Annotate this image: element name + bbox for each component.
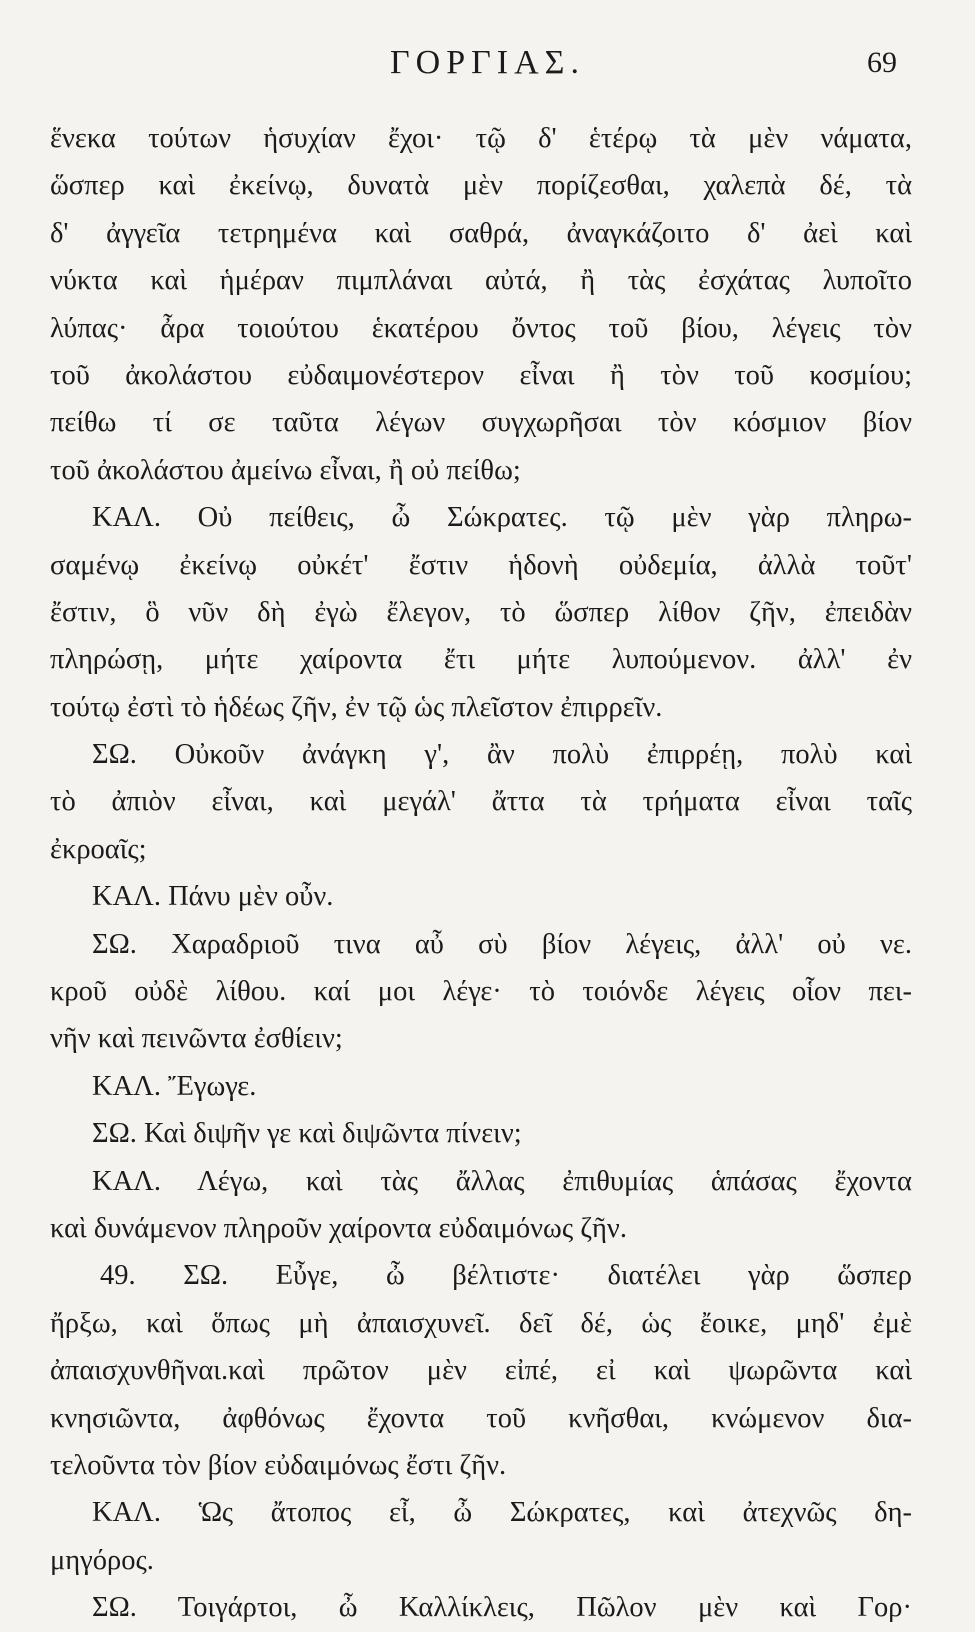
page-header xyxy=(0,44,975,94)
text-line: μηγόρος. xyxy=(50,1544,154,1576)
text-line: κνησιῶντα, ἀφθόνως ἔχοντα τοῦ κνῆσθαι, κνώμενον δια- xyxy=(50,1402,912,1434)
text-line: ΚΑΛ. Οὐ πείθεις, ὦ Σώκρατες. τῷ μὲν γὰρ πληρω- xyxy=(92,502,912,534)
text-line: ΣΩ. Τοιγάρτοι, ὦ Καλλίκλεις, Πῶλον μὲν καὶ Γορ· xyxy=(92,1592,912,1624)
text-line: ἐκροαῖς; xyxy=(50,833,147,865)
text-line: ἕνεκα τούτων ἡσυχίαν ἔχοι· τῷ δ' ἑτέρῳ τὰ μὲν νάματα, xyxy=(50,123,912,154)
text-line: τὸ ἀπιὸν εἶναι, καὶ μεγάλ' ἄττα τὰ τρήματα εἶναι ταῖς xyxy=(50,786,912,818)
text-line: 49. ΣΩ. Εὖγε, ὦ βέλτιστε· διατέλει γὰρ ὥσπερ xyxy=(100,1260,912,1292)
text-line: ΣΩ. Χαραδριοῦ τινα αὖ σὺ βίον λέγεις, ἀλλ' οὐ νε. xyxy=(92,928,912,960)
text-line: τελοῦντα τὸν βίον εὐδαιμόνως ἔστι ζῆν. xyxy=(50,1449,507,1481)
text-line: τούτῳ ἐστὶ τὸ ἡδέως ζῆν, ἐν τῷ ὡς πλεῖστον ἐπιρρεῖν. xyxy=(50,691,663,723)
running-title: ΓΟΡΓΙΑΣ. xyxy=(390,44,585,81)
text-line: νύκτα καὶ ἡμέραν πιμπλάναι αὐτά, ἢ τὰς ἐσχάτας λυποῖτο xyxy=(50,265,912,297)
text-line: τοῦ ἀκολάστου ἀμείνω εἶναι, ἢ οὐ πείθω; xyxy=(50,454,521,486)
text-line: ΚΑΛ. Ὡς ἄτοπος εἶ, ὦ Σώκρατες, καὶ ἀτεχνῶς δη- xyxy=(92,1497,912,1529)
text-line: λύπας· ἆρα τοιούτου ἑκατέρου ὄντος τοῦ βίου, λέγεις τὸν xyxy=(50,312,912,344)
text-line: ὥσπερ καὶ ἐκείνῳ, δυνατὰ μὲν πορίζεσθαι, χαλεπὰ δέ, τὰ xyxy=(50,170,912,202)
text-line: ἔστιν, ὃ νῦν δὴ ἐγὼ ἔλεγον, τὸ ὥσπερ λίθον ζῆν, ἐπειδὰν xyxy=(50,596,912,628)
text-line: τοῦ ἀκολάστου εὐδαιμονέστερον εἶναι ἢ τὸν τοῦ κοσμίου; xyxy=(50,359,912,391)
text-line: δ' ἀγγεῖα τετρημένα καὶ σαθρά, ἀναγκάζοιτο δ' ἀεὶ καὶ xyxy=(50,217,912,249)
text-line: ἤρξω, καὶ ὅπως μὴ ἀπαισχυνεῖ. δεῖ δέ, ὡς ἔοικε, μηδ' ἐμὲ xyxy=(50,1307,912,1339)
text-line: πείθω τί σε ταῦτα λέγων συγχωρῆσαι τὸν κόσμιον βίον xyxy=(50,407,912,439)
page-number: 69 xyxy=(867,46,897,79)
text-line: ΚΑΛ. Πάνυ μὲν οὖν. xyxy=(92,881,334,913)
text-line: ΚΑΛ. Ἔγωγε. xyxy=(92,1070,257,1102)
text-line: ΣΩ. Οὐκοῦν ἀνάγκη γ', ἂν πολὺ ἐπιρρέῃ, πολὺ καὶ xyxy=(92,739,912,771)
text-line: νῆν καὶ πεινῶντα ἐσθίειν; xyxy=(50,1023,343,1055)
text-line: κροῦ οὐδὲ λίθου. καί μοι λέγε· τὸ τοιόνδε λέγεις οἷον πει- xyxy=(50,976,912,1008)
text-line: ΚΑΛ. Λέγω, καὶ τὰς ἄλλας ἐπιθυμίας ἁπάσας ἔχοντα xyxy=(92,1165,912,1197)
text-line: σαμένῳ ἐκείνῳ οὐκέτ' ἔστιν ἡδονὴ οὐδεμία, ἀλλὰ τοῦτ' xyxy=(50,549,912,581)
text-line: ΣΩ. Καὶ διψῆν γε καὶ διψῶντα πίνειν; xyxy=(92,1118,522,1150)
text-line: ἀπαισχυνθῆναι.καὶ πρῶτον μὲν εἰπέ, εἰ καὶ ψωρῶντα καὶ xyxy=(50,1355,912,1387)
text-line: καὶ δυνάμενον πληροῦν χαίροντα εὐδαιμόνως ζῆν. xyxy=(50,1212,627,1244)
text-body xyxy=(50,115,912,1632)
text-line: πληρώσῃ, μήτε χαίροντα ἔτι μήτε λυπούμενον. ἀλλ' ἐν xyxy=(50,644,912,676)
